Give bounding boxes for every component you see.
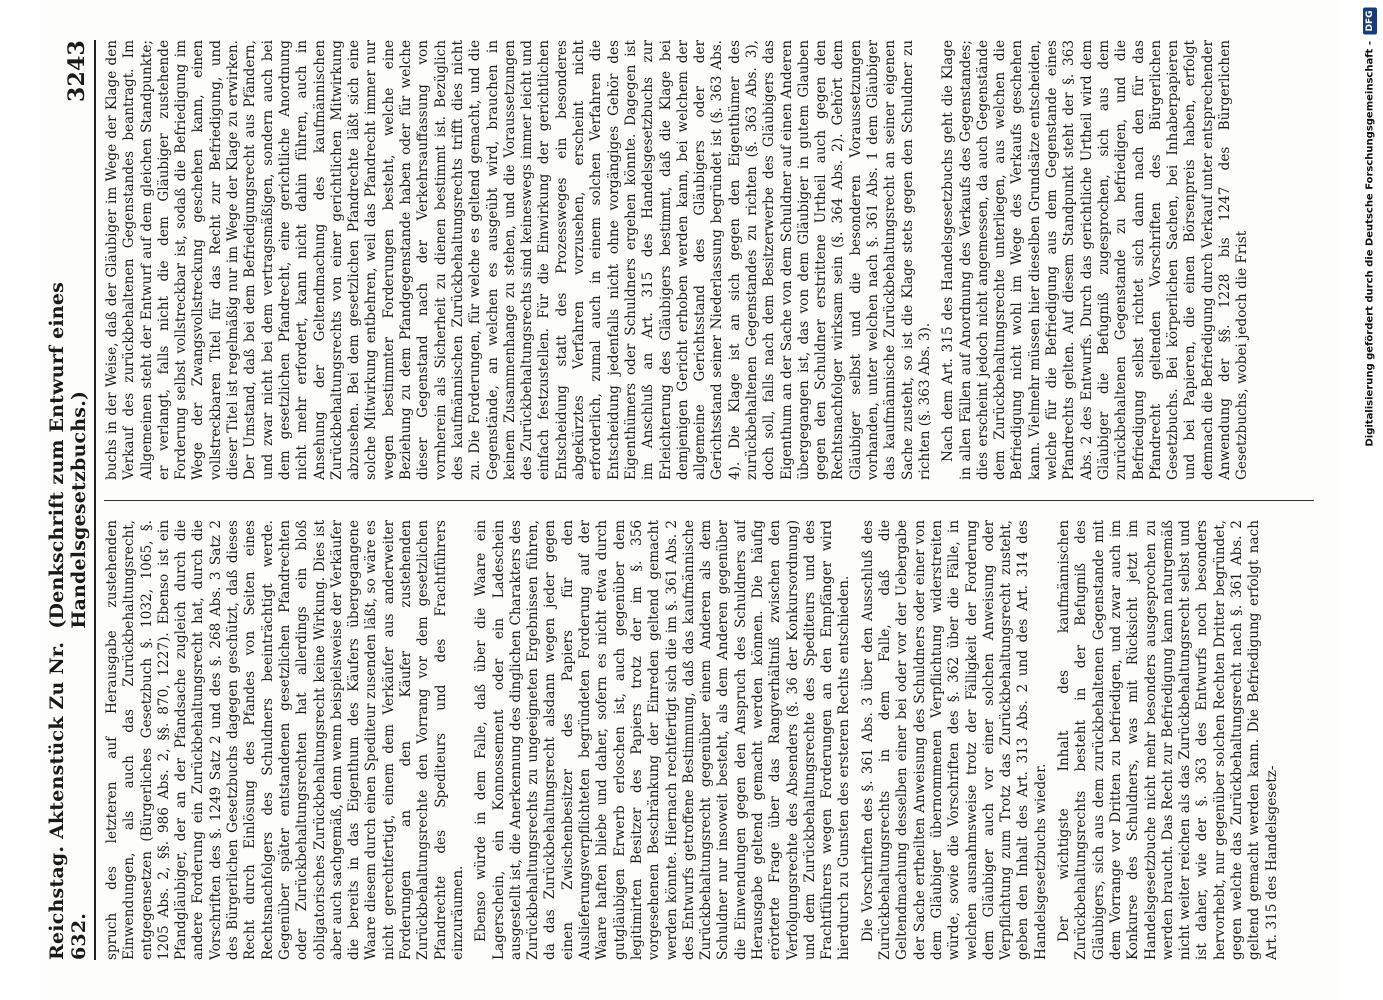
header-rule — [94, 40, 96, 960]
digitization-credit — [1363, 8, 1377, 447]
page-number: 3243 — [64, 40, 90, 103]
document-page — [40, 0, 1340, 1000]
column-divider — [104, 500, 1314, 501]
dfg-logo: DFG — [1363, 8, 1377, 35]
left-paragraph-4: Der wichtigste Inhalt des kaufmännischen Zurückbehaltungsrechts besteht in der Befugniß des Gläubigers, sich aus dem zurückbehaltenen Gegenstande mit dem Vorrange vor Dritten zu befriedigen, und zwar auch im Konkurse des Schuldners, was mit Rücksicht jetzt im Handelsgesetzbuche nicht mehr besonders ausgesprochen zu werden braucht. Das Recht zur Befriedigung kann naturgemäß nicht weiter reichen als das Zurückbehaltungsrecht selbst und ist daher, wie der §. 363 des Entwurfs noch besonders hervorhebt, nur gegenüber solchen Rechten Dritter begründet, gegen welche das Zurückbehaltungsrecht nach §. 361 Abs. 2 geltend gemacht werden kann. Die Befriedigung erfolgt nach Art. 315 des Handelsgesetz- — [1056, 520, 1280, 960]
digitization-text: Digitalisierung gefördert durch die Deutsche Forschungsgemeinschaft - — [1364, 41, 1376, 447]
left-paragraph-2: Ebenso würde in dem Falle, daß über die Waare ein Lagerschein, ein Konnossement oder ein Ladeschein ausgestellt ist, die Anerkennung des dinglichen Charakters des Zurückbehaltungsrechts zu ungeeigneten Ergebnissen führen, da das Zurückbehaltungsrecht alsdann wegen jeder gegen einen Zwischenbesitzer des Papiers für den Auslieferungsverpflichteten begründeten Forderung auf der Waare haften bliebe und daher, sofern es nicht etwa durch gutgläubigen Erwerb erloschen ist, auch gegenüber dem legitimirten Besitzer des Papiers trotz der im §. 356 vorgesehenen Beschränkung der Einreden geltend gemacht werden könnte. Hiernach rechtfertigt sich die im §. 361 Abs. 2 des Entwurfs getroffene Bestimmung, daß das kaufmännische Zurückbehaltungsrecht gegenüber einem Anderen als dem Schuldner nur insoweit besteht, als dem Anderen gegenüber die Einwendungen gegen den Anspruch des Schuldners auf Herausgabe geltend gemacht werden können. Die häufig erörterte Frage über das Rangverhältniß zwischen den Verfolgungsrechte des Absenders (§. 36 der Konkursordnung) und dem Zurückbehaltungsrechte des Spediteurs und des Frachtführers wegen Forderungen an den Empfänger wird hierdurch zu Gunsten des ersteren Rechts entschieden. — [473, 520, 853, 960]
header-left: Reichstag. Aktenstück Zu Nr. 632. — [46, 641, 90, 960]
header-center: (Denkschrift zum Entwurf eines Handelsgesetzbuchs.) — [46, 281, 90, 629]
left-paragraph-1: spruch des letzteren auf Herausgabe zustehenden Einwendungen, als auch das Zurückbehaltungsrecht, entgegensetzen (Bürgerliches Gesetzbuch §. 1032, 1065, §. 1205 Abs. 2, §§. 986 Abs. 2, §§. 870, 1227). Ebenso ist ein Pfandgläubiger, der an der Pfandsache zugleich durch die andere Forderung ein Zurückbehaltungsrecht hat, durch die Vorschriften des §. 1249 Satz 2 und des §. 268 Abs. 3 Satz 2 des Bürgerlichen Gesetzbuchs dagegen geschützt, daß dieses Recht durch Einlösung des Pfandes von Seiten eines Rechtsnachfolgers des Schuldners beeinträchtigt werde. Gegenüber später entstandenen gesetzlichen Pfandrechten oder Zurückbehaltungsrechten hat allerdings ein bloß obligatorisches Zurückbehaltungsrecht keine Wirkung. Dies ist aber auch sachgemäß, denn wenn beispielsweise der Verkäufer die bereits in das Eigenthum des Käufers übergegangene Waare diesem durch einen Spediteur zusenden läßt, so wäre es nicht gerechtfertigt, einem dem Verkäufer aus anderweiter Forderungen an den Käufer zustehenden Zurückbehaltungsrechte den Vorrang vor dem gesetzlichen Pfandrechte des Spediteurs und des Frachtführers einzuräumen. — [104, 520, 466, 960]
right-paragraph-2: Nach dem Art. 315 des Handelsgesetzbuchs geht die Klage in allen Fällen auf Anordnung des Verkaufs des Gegenstandes; dies erscheint jedoch nicht angemessen, da auch Gegenstände dem Zurückbehaltungsrechte unterliegen, aus welchen die Befriedigung nicht wohl im Wege des Verkaufs geschehen kann. Vielmehr müssen hier dieselben Grundsätze entscheiden, welche für die Befriedigung aus dem Gegenstande eines Pfandrechts gelten. Auf diesem Standpunkt steht der §. 363 Abs. 2 des Entwurfs. Durch das gerichtliche Urtheil wird dem Gläubiger die Befugniß zugesprochen, sich aus dem zurückbehaltenen Gegenstande zu befriedigen, und die Befriedigung selbst richtet sich dann nach den für das Pfandrecht geltenden Vorschriften des Bürgerlichen Gesetzbuchs. Bei körperlichen Sachen, bei Inhaberpapieren und bei Papieren, die einen Börsenpreis haben, erfolgt demnach die Befriedigung durch Verkauf unter entsprechender Anwendung der §§. 1228 bis 1247 des Bürgerlichen Gesetzbuchs, wobei jedoch die Frist — [940, 40, 1251, 480]
right-column — [104, 40, 1314, 480]
left-paragraph-3: Die Vorschriften des §. 361 Abs. 3 über den Ausschluß des Zurückbehaltungsrechts in dem Falle, daß die Geltendmachung desselben einer bei oder vor der Uebergabe der Sache ertheilten Anweisung des Schuldners oder einer von dem Gläubiger übernommenen Verpflichtung widerstreiten würde, sowie die Vorschriften des §. 362 über die Fälle, in welchen ausnahmsweise trotz der Fälligkeit der Forderung dem Gläubiger auch vor einer solchen Anweisung oder Verpflichtung zum Trotz das Zurückbehaltungsrecht zusteht, geben den Inhalt des Art. 313 Abs. 2 und des Art. 314 des Handelsgesetzbuchs wieder. — [859, 520, 1049, 960]
right-paragraph-1: buchs in der Weise, daß der Gläubiger im Wege der Klage den Verkauf des zurückbehaltenen Gegenstandes beantragt. Im Allgemeinen steht der Entwurf auf dem gleichen Standpunkte; er verlangt, falls nicht die dem Gläubiger zustehende Forderung selbst vollstreckbar ist, sodaß die Befriedigung im Wege der Zwangsvollstreckung geschehen kann, einen vollstreckbaren Titel für das Recht zur Befriedigung, und dieser Titel ist regelmäßig nur im Wege der Klage zu erwirken. Der Umstand, daß bei dem Befriedigungsrecht aus Pfändern, und zwar nicht bei dem vertragsmäßigen, sondern auch bei dem gesetzlichen Pfandrecht, eine gerichtliche Anordnung nicht mehr erfordert, kann nicht dahin führen, auch in Ansehung der Geltendmachung des kaufmännischen Zurückbehaltungsrechts von einer gerichtlichen Mitwirkung abzusehen. Bei dem gesetzlichen Pfandrechte läßt sich eine solche Mitwirkung entbehren, weil das Pfandrecht immer nur wegen bestimmter Forderungen besteht, welche eine Beziehung zu dem Pfandgegenstande haben oder für welche dieser Gegenstand nach der Verkehrsauffassung von vornherein als Sicherheit zu dienen bestimmt ist. Bezüglich des kaufmännischen Zurückbehaltungsrechts trifft dies nicht zu. Die Forderungen, für welche es geltend gemacht, und die Gegenstände, an welchen es ausgeübt wird, brauchen in keinem Zusammenhange zu stehen, und die Voraussetzungen des Zurückbehaltungsrechts sind keineswegs immer leicht und einfach festzustellen. Für die Einwirkung der gerichtlichen Entscheidung statt des Prozessweges ein besonderes abgekürztes Verfahren vorzusehen, erscheint nicht erforderlich, zumal auch in einem solchen Verfahren die Entscheidung jedenfalls nicht ohne vorgängiges Gehör des Eigenthümers oder Schuldners ergehen könnte. Dagegen ist im Anschluß an Art. 315 des Handelsgesetzbuchs zur Erleichterung des Gläubigers bestimmt, daß die Klage bei demjenigen Gericht erhoben werden kann, bei welchem der allgemeine Gerichtsstand des Gläubigers oder der Gerichtsstand seiner Niederlassung begründet ist (§. 363 Abs. 4). Die Klage ist an sich gegen den Eigenthümer des zurückbehaltenen Gegenstandes zu richten (§. 363 Abs. 3), doch soll, falls nach dem Besitzerwerbe des Gläubigers das Eigenthum an der Sache von dem Schuldner auf einen Anderen übergegangen ist, das von dem Gläubiger in gutem Glauben gegen den Schuldner erstrittene Urtheil auch gegen den Rechtsnachfolger wirksam sein (§. 364 Abs. 2). Gehört dem Gläubiger selbst und die besonderen Voraussetzungen vorhanden, unter welchen nach §. 361 Abs. 1 dem Gläubiger das kaufmännische Zurückbehaltungsrecht an seiner eigenen Sache zusteht, so ist die Klage stets gegen den Schuldner zu richten (§. 363 Abs. 3). — [104, 40, 933, 480]
page-header — [46, 40, 90, 960]
left-column — [104, 520, 1314, 960]
